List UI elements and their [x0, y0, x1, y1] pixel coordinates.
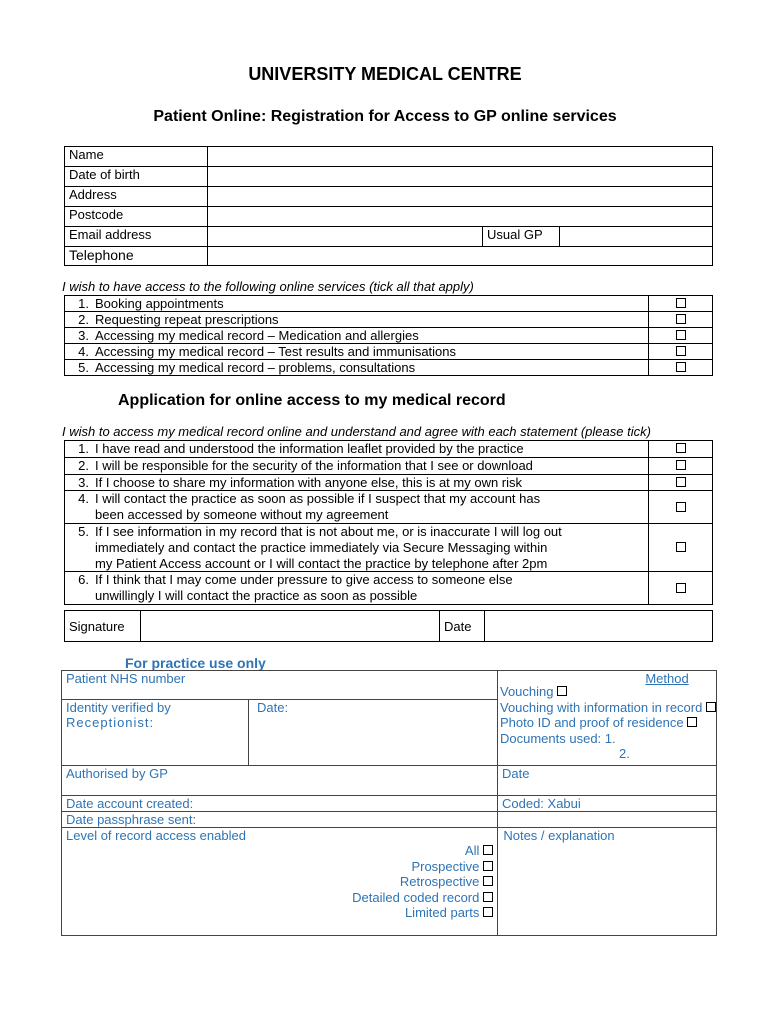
agreement-checkbox[interactable] — [676, 460, 686, 470]
practice-heading: For practice use only — [125, 655, 266, 671]
photo-id-checkbox[interactable] — [687, 717, 697, 727]
service-checkbox-cell[interactable] — [649, 296, 713, 312]
signature-table — [64, 610, 713, 642]
access-level-cell — [62, 828, 498, 936]
access-level-checkbox[interactable] — [483, 876, 493, 886]
agreement-line: been accessed by someone without my agreement — [95, 507, 389, 523]
agreement-row — [65, 474, 713, 491]
service-row — [65, 360, 713, 376]
agreement-statement: 1. I have read and understood the information leaflet provided by the practice — [65, 441, 649, 458]
coded-label: Coded: Xabui — [498, 796, 717, 812]
name-field[interactable] — [208, 147, 713, 167]
usual-gp-field[interactable] — [560, 227, 713, 247]
agreement-checkbox-cell[interactable] — [649, 457, 713, 474]
signature-label: Signature — [65, 611, 141, 642]
service-row — [65, 344, 713, 360]
notes-label: Notes / explanation — [498, 828, 717, 936]
access-level-option[interactable]: Retrospective — [66, 874, 493, 890]
dob-field[interactable] — [208, 167, 713, 187]
agreement-checkbox[interactable] — [676, 477, 686, 487]
service-label: 4. Accessing my medical record – Test results and immunisations — [65, 344, 649, 360]
vouching-info-checkbox[interactable] — [706, 702, 716, 712]
identity-verified-label: Identity verified by — [66, 700, 171, 715]
service-checkbox-cell[interactable] — [649, 328, 713, 344]
telephone-label: Telephone — [65, 247, 208, 266]
service-checkbox[interactable] — [676, 362, 686, 372]
signature-date-label: Date — [440, 611, 485, 642]
passphrase-blank — [498, 812, 717, 828]
agreement-line: I have read and understood the information leaflet provided by the practice — [95, 441, 524, 456]
vouching-option[interactable]: Vouching — [500, 684, 716, 700]
agreement-checkbox[interactable] — [676, 583, 686, 593]
agreement-row — [65, 491, 713, 524]
agreement-line: my Patient Access account or I will contact the practice by telephone after 2pm — [95, 555, 548, 571]
service-checkbox[interactable] — [676, 330, 686, 340]
agreement-line: I will be responsible for the security of the information that I see or download — [95, 457, 533, 473]
agreement-row — [65, 457, 713, 474]
email-label: Email address — [65, 227, 208, 247]
access-level-checkbox[interactable] — [483, 907, 493, 917]
agreement-checkbox-cell[interactable] — [649, 441, 713, 458]
agreement-checkbox[interactable] — [676, 502, 686, 512]
agreement-checkbox-cell[interactable] — [649, 474, 713, 491]
service-label: 5. Accessing my medical record – problems, consultations — [65, 360, 649, 376]
access-level-option[interactable]: All — [66, 843, 493, 859]
agreement-line: If I think that I may come under pressure to give access to someone else — [95, 572, 513, 588]
service-checkbox[interactable] — [676, 346, 686, 356]
record-intro: I wish to access my medical record online and understand and agree with each statement (please tick) — [62, 424, 651, 439]
access-level-option[interactable]: Detailed coded record — [66, 890, 493, 906]
agreement-line: I will contact the practice as soon as possible if I suspect that my account has — [95, 491, 541, 507]
access-level-label: Level of record access enabled — [66, 828, 246, 843]
agreement-row — [65, 441, 713, 458]
practice-table — [61, 670, 717, 936]
identity-date-label: Date: — [249, 700, 498, 766]
agreement-checkbox[interactable] — [676, 443, 686, 453]
service-row — [65, 296, 713, 312]
address-label: Address — [65, 187, 208, 207]
access-level-option[interactable]: Prospective — [66, 859, 493, 875]
service-checkbox-cell[interactable] — [649, 312, 713, 328]
services-intro: I wish to have access to the following online services (tick all that apply) — [62, 279, 474, 294]
service-checkbox[interactable] — [676, 314, 686, 324]
vouching-checkbox[interactable] — [557, 686, 567, 696]
usual-gp-label: Usual GP — [483, 227, 560, 247]
agreement-line: If I choose to share my information with anyone else, this is at my own risk — [95, 474, 523, 490]
service-label: 3. Accessing my medical record – Medication and allergies — [65, 328, 649, 344]
authorised-gp-label: Authorised by GP — [62, 766, 498, 796]
service-label: 2. Requesting repeat prescriptions — [65, 312, 649, 328]
authorised-date-label: Date — [498, 766, 717, 796]
name-label: Name — [65, 147, 208, 167]
account-created-label: Date account created: — [62, 796, 498, 812]
signature-field[interactable] — [141, 611, 440, 642]
address-field[interactable] — [208, 187, 713, 207]
service-label: 1. Booking appointments — [65, 296, 649, 312]
signature-date-field[interactable] — [485, 611, 713, 642]
service-row — [65, 312, 713, 328]
postcode-label: Postcode — [65, 207, 208, 227]
agreement-statement: 3. If I choose to share my information with anyone else, this is at my own risk — [65, 474, 649, 491]
passphrase-sent-label: Date passphrase sent: — [62, 812, 498, 828]
agreement-line: unwillingly I will contact the practice as soon as possible — [95, 588, 418, 604]
access-level-checkbox[interactable] — [483, 861, 493, 871]
agreement-statement: 2. I will be responsible for the security of the information that I see or download — [65, 457, 649, 474]
services-table — [64, 295, 713, 376]
service-checkbox-cell[interactable] — [649, 344, 713, 360]
agreement-statement: 5. If I see information in my record that is not about me, or is inaccurate I will log out immediately and contact the practice immediately via Secure Messaging within my Patient Access account or I will contact the practice by telephone after 2pm — [65, 523, 649, 571]
agreement-checkbox-cell[interactable] — [649, 572, 713, 605]
documents-used-2: 2. — [619, 746, 630, 761]
form-subtitle: Patient Online: Registration for Access to GP online services — [153, 108, 617, 125]
postcode-field[interactable] — [208, 207, 713, 227]
page-title: UNIVERSITY MEDICAL CENTRE — [248, 64, 522, 84]
identity-verified-cell — [62, 700, 249, 766]
personal-details-table — [64, 146, 713, 266]
vouching-info-option[interactable]: Vouching with information in record — [500, 700, 716, 716]
email-field[interactable] — [208, 227, 483, 247]
agreement-row — [65, 572, 713, 605]
agreement-checkbox[interactable] — [676, 542, 686, 552]
nhs-number-label: Patient NHS number — [62, 671, 498, 700]
service-checkbox-cell[interactable] — [649, 360, 713, 376]
agreement-checkbox-cell[interactable] — [649, 523, 713, 571]
telephone-field[interactable] — [208, 247, 713, 266]
agreement-statement: 4. I will contact the practice as soon as possible if I suspect that my account has been accessed by someone without my agreement — [65, 491, 649, 524]
method-cell — [498, 671, 717, 766]
receptionist-label: Receptionist: — [66, 715, 155, 730]
agreement-table — [64, 440, 713, 605]
access-level-checkbox[interactable] — [483, 892, 493, 902]
agreement-row — [65, 523, 713, 571]
access-level-option[interactable]: Limited parts — [66, 905, 493, 921]
agreement-line: immediately and contact the practice immediately via Secure Messaging within — [95, 539, 548, 555]
agreement-statement: 6. If I think that I may come under pressure to give access to someone else unwillingly I will contact the practice as soon as possible — [65, 572, 649, 605]
service-row — [65, 328, 713, 344]
service-checkbox[interactable] — [676, 298, 686, 308]
method-label: Method — [645, 671, 689, 686]
access-level-checkbox[interactable] — [483, 845, 493, 855]
record-heading: Application for online access to my medical record — [118, 392, 506, 409]
agreement-checkbox-cell[interactable] — [649, 491, 713, 524]
dob-label: Date of birth — [65, 167, 208, 187]
agreement-line: If I see information in my record that is not about me, or is inaccurate I will log out — [95, 523, 562, 539]
photo-id-option[interactable]: Photo ID and proof of residence — [500, 715, 716, 731]
documents-used-label: Documents used: 1. — [500, 730, 616, 746]
